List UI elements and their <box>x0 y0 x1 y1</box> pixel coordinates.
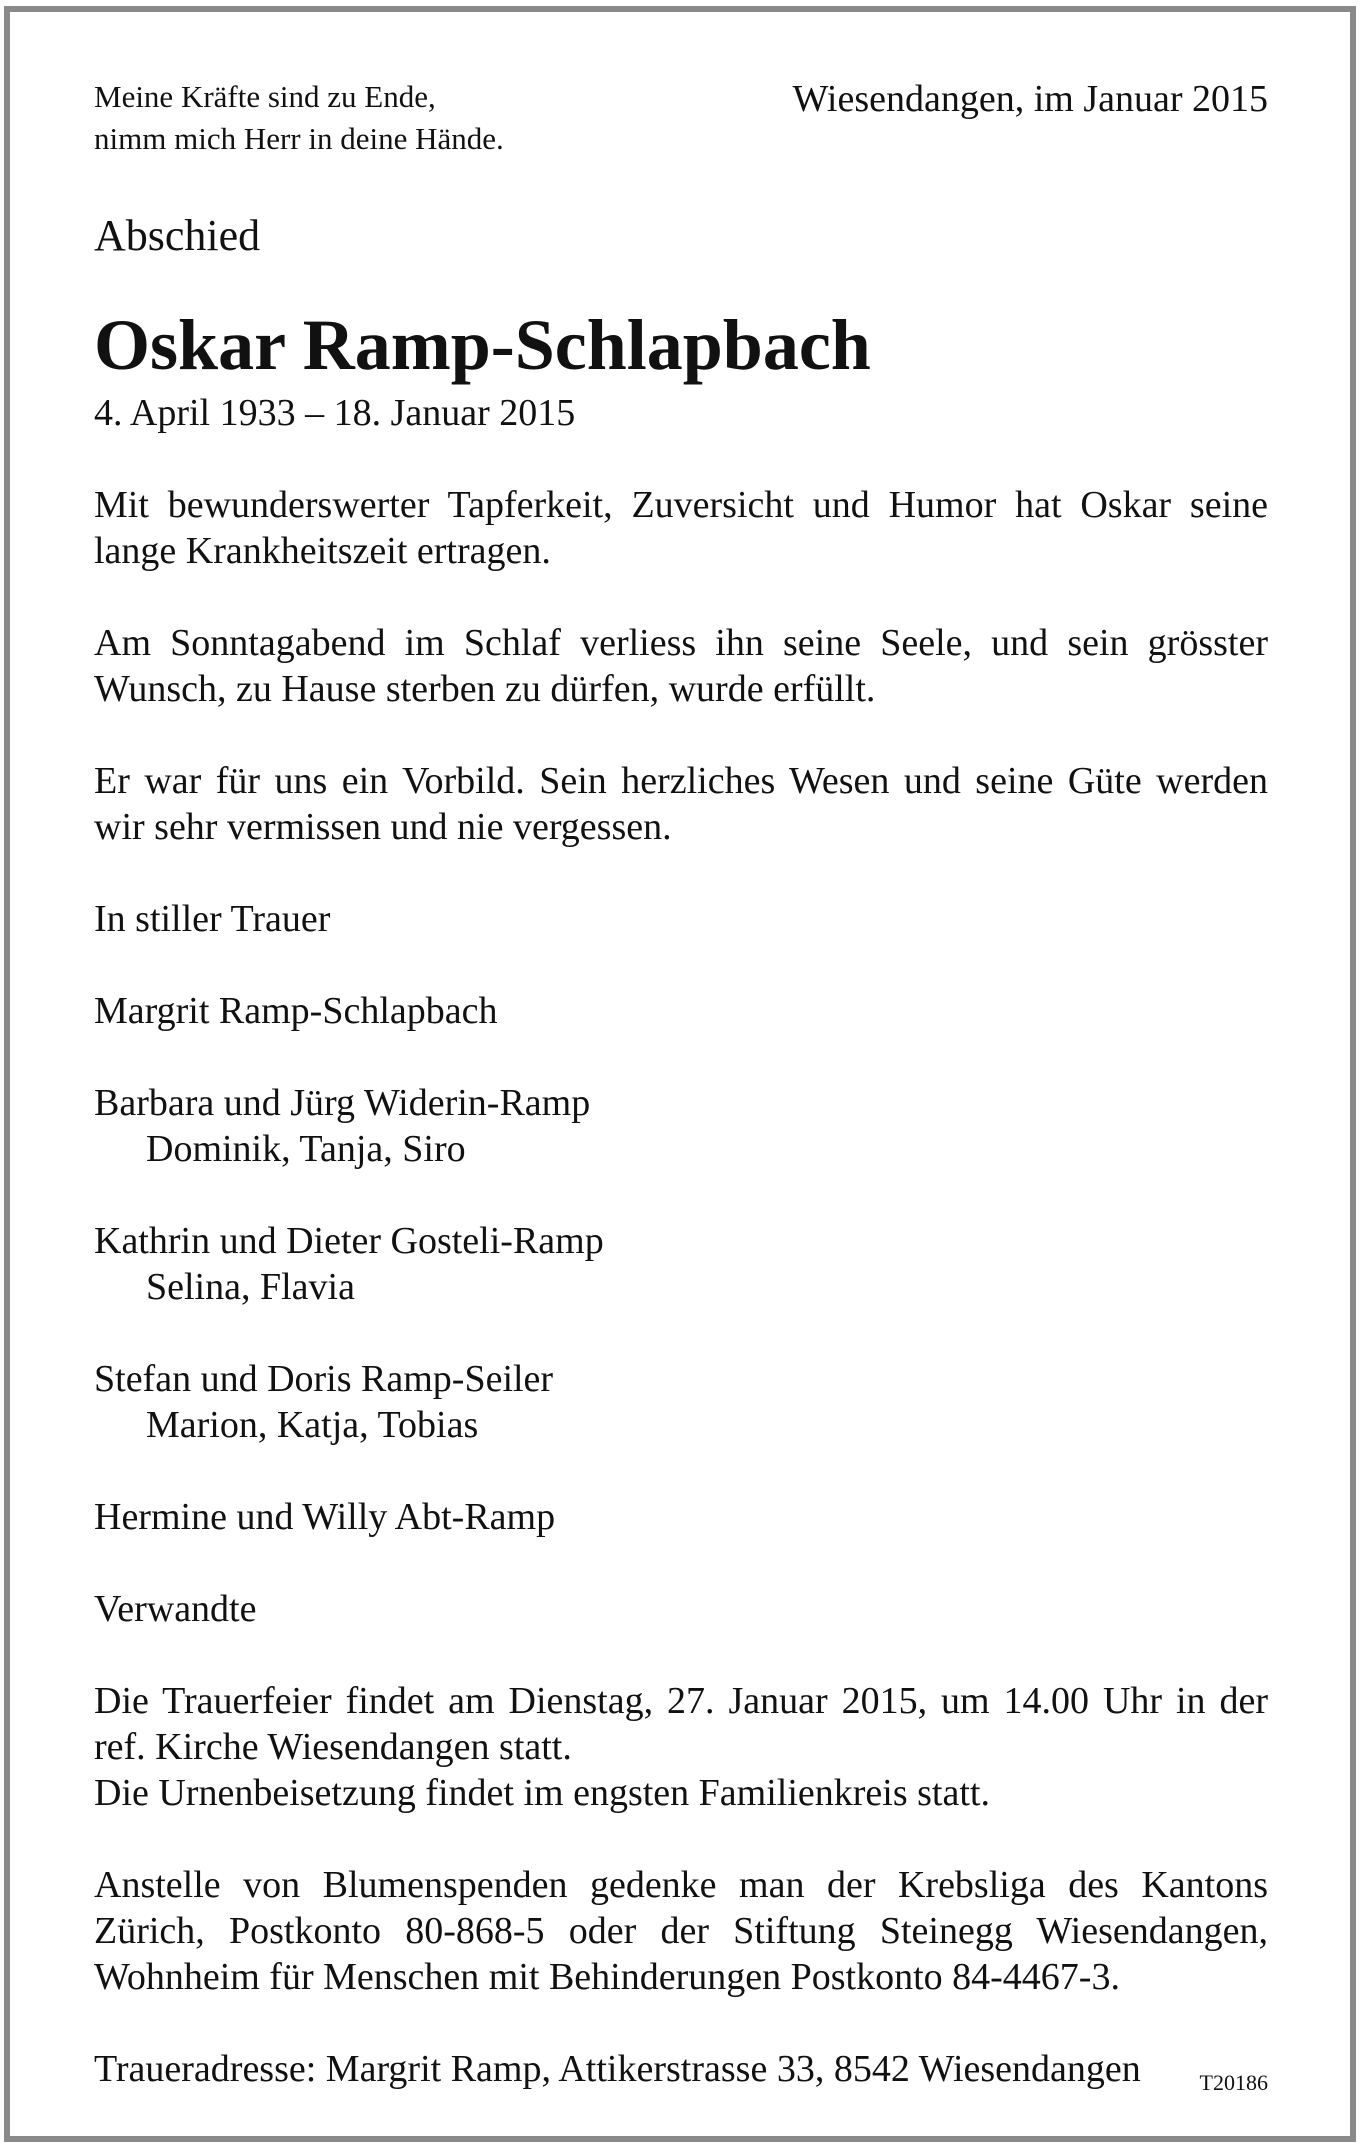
deceased-name: Oskar Ramp-Schlapbach <box>94 305 871 385</box>
mourner-name: Kathrin und Dieter Gosteli-Ramp <box>94 1220 604 1262</box>
tribute-paragraph: Er war für uns ein Vorbild. Sein herzliches Wesen und seine Güte werden wir sehr vermissen und nie vergessen. <box>94 760 1268 848</box>
donation-paragraph: Anstelle von Blumenspenden gedenke man der Krebsliga des Kantons Zürich, Postkonto 80-868-5 oder der Stiftung Steinegg Wiesendangen, Wohnheim für Menschen mit Behinderungen Postkonto 84-4467-3. <box>94 1864 1268 1998</box>
obituary-frame <box>4 6 1356 2142</box>
ad-code: T20186 <box>1199 2070 1268 2095</box>
mourner-name: Margrit Ramp-Schlapbach <box>94 990 498 1032</box>
mourning-address: Traueradresse: Margrit Ramp, Attikerstrasse 33, 8542 Wiesendangen <box>94 2048 1141 2090</box>
ceremony-info <box>94 1678 1268 1816</box>
relatives-line: Verwandte <box>94 1588 257 1630</box>
tribute-paragraph: Mit bewunderswerter Tapferkeit, Zuversicht und Humor hat Oskar seine lange Krankheitszeit ertragen. <box>94 484 1268 572</box>
obituary-content <box>94 208 1268 2092</box>
burial-text: Die Urnenbeisetzung findet im engsten Familienkreis statt. <box>94 1772 990 1814</box>
motto-line: Meine Kräfte sind zu Ende, <box>94 79 436 114</box>
mourner-entry <box>94 1080 1268 1172</box>
mourner-children: Selina, Flavia <box>146 1266 355 1308</box>
heading: Abschied <box>94 211 261 260</box>
ceremony-text: Die Trauerfeier findet am Dienstag, 27. Januar 2015, um 14.00 Uhr in der ref. Kirche Wiesendangen statt. <box>94 1680 1268 1768</box>
motto-line: nimm mich Herr in deine Hände. <box>94 121 504 156</box>
mourner-name: Stefan und Doris Ramp-Seiler <box>94 1358 554 1400</box>
mourner-name: Barbara und Jürg Widerin-Ramp <box>94 1082 591 1124</box>
mourner-children: Marion, Katja, Tobias <box>146 1404 479 1446</box>
motto-verse <box>94 76 504 160</box>
mourner-entry <box>94 1494 1268 1540</box>
mourner-entry <box>94 1356 1268 1448</box>
mourner-entry <box>94 1218 1268 1310</box>
mourner-entry <box>94 988 1268 1034</box>
tribute-paragraph: Am Sonntagabend im Schlaf verliess ihn seine Seele, und sein grösster Wunsch, zu Hause sterben zu dürfen, wurde erfüllt. <box>94 622 1268 710</box>
lifespan: 4. April 1933 – 18. Januar 2015 <box>94 392 576 434</box>
dateline: Wiesendangen, im Januar 2015 <box>792 78 1268 120</box>
mourner-name: Hermine und Willy Abt-Ramp <box>94 1496 556 1538</box>
mourner-children: Dominik, Tanja, Siro <box>146 1128 466 1170</box>
mourning-line: In stiller Trauer <box>94 898 331 940</box>
